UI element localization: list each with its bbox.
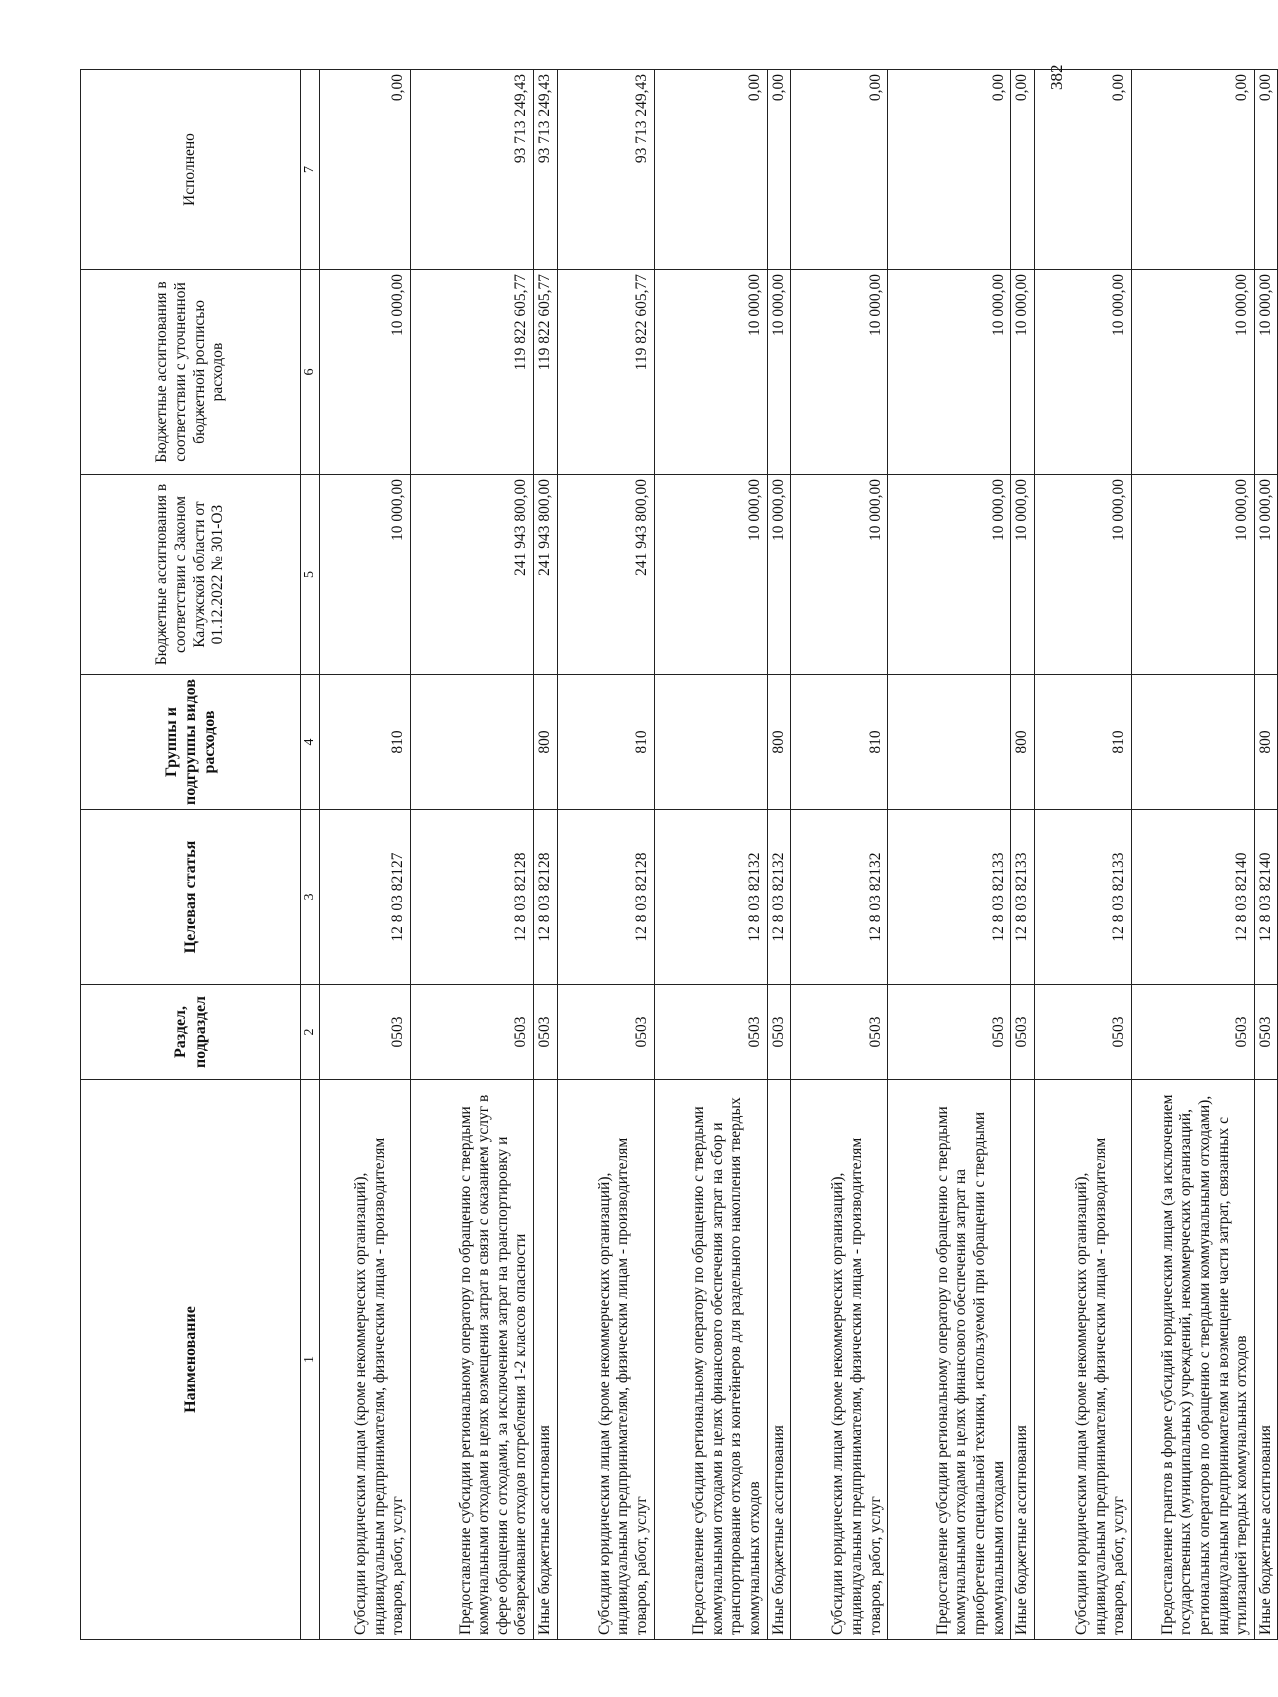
cell-law: 10 000,00	[791, 475, 888, 675]
cell-article: 12 8 03 82140	[1254, 810, 1278, 985]
col-number: 7	[301, 70, 320, 270]
table-row	[1254, 70, 1278, 1640]
cell-done: 0,00	[1011, 70, 1035, 270]
col-number: 1	[301, 1080, 320, 1640]
cell-article: 12 8 03 82133	[1034, 810, 1131, 985]
cell-group: 800	[1254, 675, 1278, 810]
cell-section: 0503	[1254, 985, 1278, 1080]
column-numbers-row	[301, 70, 320, 1640]
cell-law: 10 000,00	[1131, 475, 1254, 675]
cell-done: 0,00	[1254, 70, 1278, 270]
cell-article: 12 8 03 82140	[1131, 810, 1254, 985]
cell-law: 241 943 800,00	[557, 475, 654, 675]
cell-article: 12 8 03 82133	[1011, 810, 1035, 985]
table-row	[791, 70, 888, 1640]
cell-name: Иные бюджетные ассигнования	[1011, 1080, 1035, 1640]
header-group: Группы и подгруппы видов расходов	[81, 675, 301, 810]
cell-plan: 10 000,00	[888, 270, 1011, 475]
table-body	[320, 70, 1278, 1640]
cell-plan: 10 000,00	[1131, 270, 1254, 475]
col-number: 5	[301, 475, 320, 675]
cell-section: 0503	[791, 985, 888, 1080]
header-section: Раздел, подраздел	[81, 985, 301, 1080]
cell-law: 10 000,00	[320, 475, 411, 675]
cell-group	[888, 675, 1011, 810]
cell-article: 12 8 03 82128	[411, 810, 534, 985]
cell-law: 10 000,00	[1254, 475, 1278, 675]
cell-done: 0,00	[888, 70, 1011, 270]
table-row	[320, 70, 411, 1640]
cell-done: 0,00	[320, 70, 411, 270]
col-number: 4	[301, 675, 320, 810]
rotated-page	[80, 70, 1274, 1640]
cell-name: Субсидии юридическим лицам (кроме некоммерческих организаций), индивидуальным предпринимателям, физическим лицам - производителям товаров, работ, услуг	[320, 1080, 411, 1640]
cell-plan: 10 000,00	[654, 270, 767, 475]
cell-group: 810	[791, 675, 888, 810]
cell-section: 0503	[654, 985, 767, 1080]
cell-section: 0503	[557, 985, 654, 1080]
cell-name: Субсидии юридическим лицам (кроме некоммерческих организаций), индивидуальным предпринимателям, физическим лицам - производителям товаров, работ, услуг	[557, 1080, 654, 1640]
cell-section: 0503	[320, 985, 411, 1080]
table-row	[1034, 70, 1131, 1640]
col-number: 3	[301, 810, 320, 985]
cell-name: Предоставление грантов в форме субсидий юридическим лицам (за исключением государственных (муниципальных) учреждений, некоммерческих организаций, региональных операторов по обращению с твердыми коммунальными отходами), индивидуальным предпринимателям на возмещение части затрат, связанных с утилизацией твердых коммунальных отходов	[1131, 1080, 1254, 1640]
cell-name: Предоставление субсидии региональному оператору по обращению с твердыми коммунальными отходами в целях финансового обеспечения затрат на сбор и транспортирование отходов из контейнеров для раздельного накопления твердых коммунальных отходов	[654, 1080, 767, 1640]
table-row	[534, 70, 558, 1640]
cell-section: 0503	[534, 985, 558, 1080]
cell-group: 800	[534, 675, 558, 810]
cell-law: 10 000,00	[654, 475, 767, 675]
header-done: Исполнено	[81, 70, 301, 270]
page-number: 382	[1047, 64, 1066, 90]
table-row	[1011, 70, 1035, 1640]
cell-section: 0503	[411, 985, 534, 1080]
header-name: Наименование	[81, 1080, 301, 1640]
cell-plan: 10 000,00	[791, 270, 888, 475]
cell-plan: 10 000,00	[320, 270, 411, 475]
cell-done: 93 713 249,43	[557, 70, 654, 270]
header-plan: Бюджетные ассигнования в соответствии с уточненной бюджетной росписью расходов	[81, 270, 301, 475]
cell-name: Субсидии юридическим лицам (кроме некоммерческих организаций), индивидуальным предпринимателям, физическим лицам - производителям товаров, работ, услуг	[791, 1080, 888, 1640]
table-row	[1131, 70, 1254, 1640]
cell-plan: 10 000,00	[1034, 270, 1131, 475]
cell-done: 0,00	[1034, 70, 1131, 270]
table-row	[411, 70, 534, 1640]
cell-done: 0,00	[1131, 70, 1254, 270]
table-row	[654, 70, 767, 1640]
table-row	[888, 70, 1011, 1640]
cell-article: 12 8 03 82128	[534, 810, 558, 985]
cell-law: 10 000,00	[1034, 475, 1131, 675]
cell-article: 12 8 03 82132	[654, 810, 767, 985]
cell-done: 93 713 249,43	[411, 70, 534, 270]
cell-name: Предоставление субсидии региональному оператору по обращению с твердыми коммунальными отходами в целях возмещения затрат в связи с оказанием услуг в сфере обращения с отходами, за исключением затрат на транспортировку и обезвреживание отходов потребления 1-2 классов опасности	[411, 1080, 534, 1640]
cell-name: Предоставление субсидии региональному оператору по обращению с твердыми коммунальными отходами в целях финансового обеспечения затрат на приобретение специальной техники, используемой при обращении с твердыми коммунальными отходами	[888, 1080, 1011, 1640]
cell-article: 12 8 03 82127	[320, 810, 411, 985]
cell-group: 810	[557, 675, 654, 810]
cell-name: Иные бюджетные ассигнования	[534, 1080, 558, 1640]
cell-plan: 10 000,00	[1011, 270, 1035, 475]
cell-law: 241 943 800,00	[411, 475, 534, 675]
cell-article: 12 8 03 82132	[791, 810, 888, 985]
table-row	[557, 70, 654, 1640]
cell-done: 0,00	[767, 70, 791, 270]
cell-section: 0503	[1131, 985, 1254, 1080]
cell-group	[1131, 675, 1254, 810]
cell-group	[411, 675, 534, 810]
col-number: 6	[301, 270, 320, 475]
cell-plan: 119 822 605,77	[534, 270, 558, 475]
cell-name: Субсидии юридическим лицам (кроме некоммерческих организаций), индивидуальным предпринимателям, физическим лицам - производителям товаров, работ, услуг	[1034, 1080, 1131, 1640]
budget-table	[80, 69, 1278, 1640]
header-row	[81, 70, 301, 1640]
cell-plan: 119 822 605,77	[411, 270, 534, 475]
cell-law: 241 943 800,00	[534, 475, 558, 675]
cell-group	[654, 675, 767, 810]
cell-plan: 10 000,00	[1254, 270, 1278, 475]
table-row	[767, 70, 791, 1640]
cell-group: 800	[767, 675, 791, 810]
cell-section: 0503	[1034, 985, 1131, 1080]
cell-name: Иные бюджетные ассигнования	[767, 1080, 791, 1640]
cell-plan: 119 822 605,77	[557, 270, 654, 475]
cell-done: 0,00	[654, 70, 767, 270]
header-article: Целевая статья	[81, 810, 301, 985]
header-law: Бюджетные ассигнования в соответствии с Законом Калужской области от 01.12.2022 № 301-ОЗ	[81, 475, 301, 675]
cell-section: 0503	[767, 985, 791, 1080]
cell-group: 810	[1034, 675, 1131, 810]
cell-group: 800	[1011, 675, 1035, 810]
cell-section: 0503	[888, 985, 1011, 1080]
col-number: 2	[301, 985, 320, 1080]
cell-law: 10 000,00	[1011, 475, 1035, 675]
cell-article: 12 8 03 82133	[888, 810, 1011, 985]
cell-article: 12 8 03 82132	[767, 810, 791, 985]
cell-section: 0503	[1011, 985, 1035, 1080]
cell-done: 93 713 249,43	[534, 70, 558, 270]
cell-name: Иные бюджетные ассигнования	[1254, 1080, 1278, 1640]
cell-plan: 10 000,00	[767, 270, 791, 475]
cell-article: 12 8 03 82128	[557, 810, 654, 985]
cell-group: 810	[320, 675, 411, 810]
cell-law: 10 000,00	[767, 475, 791, 675]
cell-law: 10 000,00	[888, 475, 1011, 675]
cell-done: 0,00	[791, 70, 888, 270]
